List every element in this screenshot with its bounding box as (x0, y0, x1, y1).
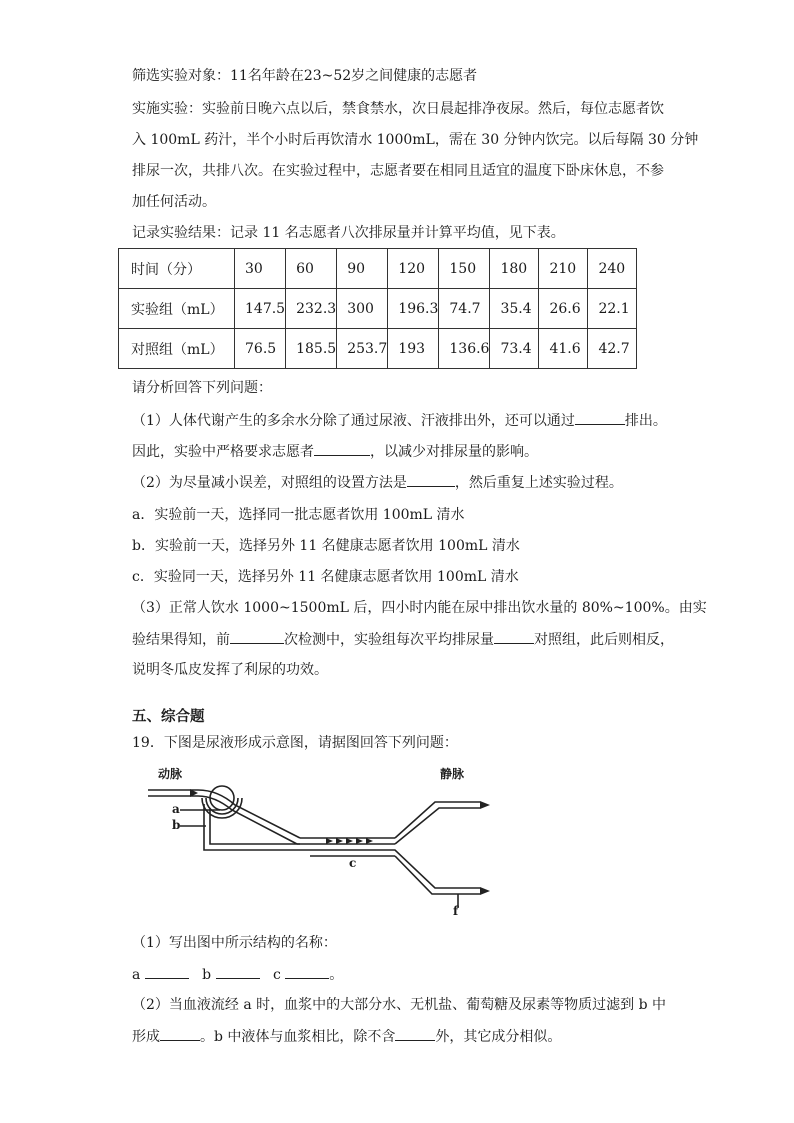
q3-text-d: 对照组，此后则相反， (534, 632, 674, 648)
nephron-svg (140, 760, 510, 920)
table-cell: 253.7 (337, 329, 388, 369)
reabsorb-arrow (356, 838, 363, 844)
sub-question-2-line-1: （2）当血液流经 a 时，血浆中的大部分水、无机盐、葡萄糖及尿素等物质过滤到 b 中 (132, 997, 667, 1013)
answer-blank[interactable] (575, 410, 625, 425)
table-row (119, 289, 637, 329)
procedure-line-1: 实施实验：实验前日晚六点以后，禁食禁水，次日晨起排净夜尿。然后，每位志愿者饮 (132, 101, 664, 117)
period: 。 (329, 967, 344, 983)
label-c: c (349, 856, 357, 870)
blank-label-b: b (202, 967, 212, 983)
label-a: a (172, 802, 180, 816)
results-table (118, 248, 637, 369)
question-3-line-1: （3）正常人饮水 1000~1500mL 后，四小时内能在尿中排出饮水量的 80%~100%。由实 (132, 600, 707, 616)
question-2-line (132, 472, 623, 493)
s2-text-c: 。b 中液体与血浆相比，除不含 (200, 1029, 396, 1045)
blank-label-a: a (132, 967, 141, 983)
answer-blank[interactable] (216, 964, 260, 979)
answer-blank[interactable] (230, 629, 284, 644)
question-19: 19．下图是尿液形成示意图，请据图回答下列问题： (132, 735, 458, 751)
table-cell: 73.4 (490, 329, 539, 369)
option-b: b．实验前一天，选择另外 11 名健康志愿者饮用 100mL 清水 (132, 538, 520, 554)
option-c: c．实验同一天，选择另外 11 名健康志愿者饮用 100mL 清水 (132, 569, 519, 585)
table-cell: 147.5 (235, 289, 286, 329)
answer-blank[interactable] (395, 1026, 435, 1041)
answer-blank[interactable] (160, 1026, 200, 1041)
efferent-vessel-lower (198, 796, 297, 844)
table-header-cell: 对照组（mL） (119, 329, 235, 369)
table-cell: 60 (286, 249, 337, 289)
q1-text-a: （1）人体代谢产生的多余水分除了通过尿液、汗液排出外，还可以通过 (132, 413, 575, 429)
table-cell: 22.1 (588, 289, 637, 329)
table-row (119, 249, 637, 289)
reabsorb-arrow (336, 838, 343, 844)
table-cell: 74.7 (439, 289, 490, 329)
sub-question-1: （1）写出图中所示结构的名称： (132, 935, 337, 951)
table-cell: 42.7 (588, 329, 637, 369)
sub-question-2-line-2 (132, 1026, 561, 1047)
table-cell: 193 (388, 329, 439, 369)
vein-arrow (480, 801, 490, 809)
s2-text-b: 形成 (132, 1029, 160, 1045)
record-text: 记录实验结果：记录 11 名志愿者八次排尿量并计算平均值，见下表。 (132, 225, 565, 241)
table-cell: 35.4 (490, 289, 539, 329)
procedure-line-4: 加任何活动。 (132, 194, 216, 210)
table-cell: 185.5 (286, 329, 337, 369)
glomerulus (210, 786, 234, 810)
q2-text-a: （2）为尽量减小误差，对照组的设置方法是 (132, 475, 407, 491)
answer-blank[interactable] (145, 964, 189, 979)
urine-arrow (480, 887, 490, 895)
table-cell: 232.3 (286, 289, 337, 329)
s2-text-d: 外，其它成分相似。 (435, 1029, 562, 1045)
label-f: f (453, 904, 459, 918)
question-1-line-2 (132, 441, 538, 462)
q1-text-b: 排出。 (624, 413, 667, 429)
q3-text-c: 次检测中，实验组每次平均排尿量 (284, 632, 494, 648)
bowman-capsule-outer (202, 798, 242, 818)
vein-label: 静脉 (440, 767, 465, 781)
table-cell: 150 (439, 249, 490, 289)
table-cell: 210 (539, 249, 588, 289)
q3-text-b: 验结果得知，前 (132, 632, 230, 648)
table-header-cell: 时间（分） (119, 249, 235, 289)
table-row (119, 329, 637, 369)
table-cell: 136.6 (439, 329, 490, 369)
procedure-line-3: 排尿一次，共排八次。在实验过程中，志愿者要在相同且适宜的温度下卧床休息，不参 (132, 163, 664, 179)
answer-blank[interactable] (494, 629, 534, 644)
q1-text-d: ，以减少对排尿量的影响。 (370, 444, 538, 460)
table-cell: 300 (337, 289, 388, 329)
blank-label-c: c (272, 967, 281, 983)
table-cell: 240 (588, 249, 637, 289)
table-header-cell: 实验组（mL） (119, 289, 235, 329)
section-title: 五、综合题 (132, 708, 205, 725)
table-cell: 90 (337, 249, 388, 289)
table-cell: 41.6 (539, 329, 588, 369)
question-1-line-1 (132, 410, 667, 431)
reabsorb-arrow (326, 838, 333, 844)
question-3-line-3: 说明冬瓜皮发挥了利尿的功效。 (132, 662, 328, 678)
answer-blank[interactable] (314, 441, 370, 456)
urine-formation-diagram (140, 760, 510, 920)
screening-text: 筛选实验对象：11名年龄在23~52岁之间健康的志愿者 (132, 68, 478, 84)
answer-blank[interactable] (285, 964, 329, 979)
table-cell: 196.3 (388, 289, 439, 329)
procedure-line-2: 入 100mL 药汁，半个小时后再饮清水 1000mL，需在 30 分钟内饮完。以后每隔 30 分钟 (132, 132, 699, 148)
table-cell: 120 (388, 249, 439, 289)
table-cell: 180 (490, 249, 539, 289)
reabsorb-arrow (346, 838, 353, 844)
question-intro: 请分析回答下列问题： (132, 380, 272, 396)
efferent-vessel-upper (198, 790, 300, 838)
table-cell: 26.6 (539, 289, 588, 329)
q1-text-c: 因此，实验中严格要求志愿者 (132, 444, 314, 460)
question-3-line-2 (132, 629, 674, 650)
label-b: b (172, 818, 181, 832)
table-cell: 30 (235, 249, 286, 289)
artery-label: 动脉 (158, 767, 183, 781)
option-a: a．实验前一天，选择同一批志愿者饮用 100mL 清水 (132, 507, 465, 523)
table-cell: 76.5 (235, 329, 286, 369)
sub-question-1-blanks (132, 964, 343, 985)
q2-text-b: ，然后重复上述实验过程。 (454, 475, 623, 491)
answer-blank[interactable] (407, 472, 455, 487)
reabsorb-arrow (366, 838, 373, 844)
